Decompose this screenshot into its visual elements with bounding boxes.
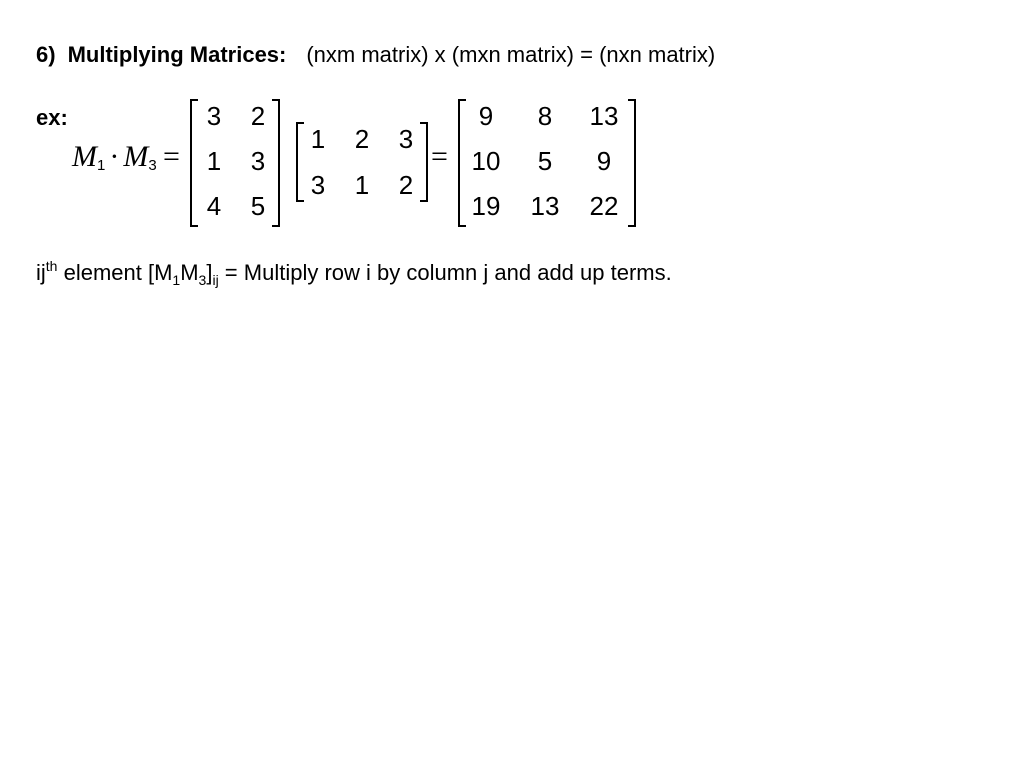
dot-operator: · — [109, 140, 120, 173]
section-title: Multiplying Matrices: — [67, 42, 287, 67]
slide-heading — [36, 42, 715, 68]
note-rule-text: = Multiply row i by column j and add up terms. — [218, 260, 672, 285]
note-th-superscript: th — [45, 258, 58, 274]
matrix-symbol-1: M — [72, 140, 97, 173]
note-subscript-1: 1 — [172, 272, 181, 288]
matrix-cell: 3 — [206, 101, 222, 131]
matrix-cell: 13 — [589, 101, 619, 131]
matrix-cell: 3 — [310, 170, 326, 200]
equals-sign-1: = — [163, 140, 180, 173]
matrix-cell: 1 — [310, 124, 326, 154]
left-bracket — [458, 99, 466, 227]
subscript-3: 3 — [148, 157, 157, 174]
note-close-bracket: ] — [206, 260, 213, 285]
matrix-cell: 13 — [530, 191, 560, 221]
example-label: ex: — [36, 105, 68, 130]
matrix-cell: 5 — [250, 191, 266, 221]
matrix-cell: 1 — [206, 146, 222, 176]
matrix-cell: 3 — [398, 124, 414, 154]
note-ij-subscript: ij — [212, 272, 219, 288]
matrix-cell: 2 — [354, 124, 370, 154]
dimension-rule: (nxm matrix) x (mxn matrix) = (nxn matrix) — [306, 42, 716, 67]
matrix-cell: 9 — [478, 101, 494, 131]
matrix-result — [458, 99, 636, 227]
matrix-cell: 19 — [471, 191, 501, 221]
product-expression — [72, 140, 157, 174]
matrix-cell: 3 — [250, 146, 266, 176]
note-m: M — [180, 260, 199, 285]
matrix-cell: 10 — [471, 146, 501, 176]
subscript-1: 1 — [97, 157, 106, 174]
matrix-cell: 9 — [596, 146, 612, 176]
matrix-cell: 1 — [354, 170, 370, 200]
matrix-symbol-3: M — [123, 140, 149, 173]
matrix-cell: 22 — [589, 191, 619, 221]
matrix-a — [190, 99, 280, 227]
note-element-text: element [M — [57, 260, 173, 285]
matrix-cell: 2 — [250, 101, 266, 131]
matrix-cell: 5 — [537, 146, 553, 176]
matrix-cell: 4 — [206, 191, 222, 221]
matrix-cell: 2 — [398, 170, 414, 200]
right-bracket — [628, 99, 636, 227]
matrix-b — [296, 122, 428, 202]
note-subscript-3: 3 — [198, 272, 207, 288]
equals-sign-2: = — [431, 140, 448, 173]
element-rule-note — [36, 258, 672, 288]
matrix-cell: 8 — [537, 101, 553, 131]
section-number: 6) — [36, 42, 56, 67]
note-ij: ij — [36, 260, 46, 285]
